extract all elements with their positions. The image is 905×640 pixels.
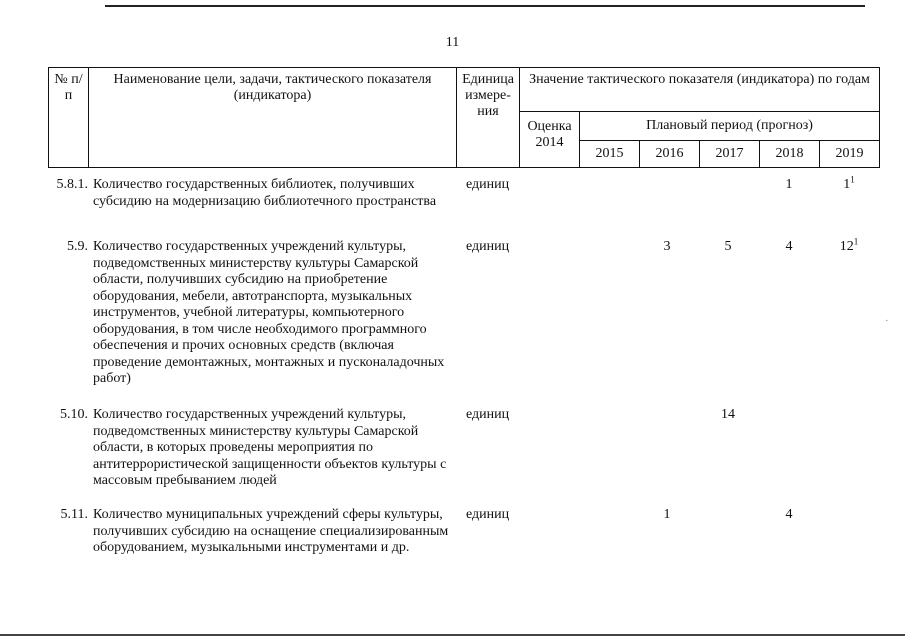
row-unit: единиц — [466, 177, 510, 192]
value-2017: 5 — [724, 239, 732, 254]
footnote-marker: 1 — [850, 174, 855, 185]
header-year-2018: 2018 — [760, 141, 820, 168]
row-indicator-name: Количество государственных библиотек, получивших субсидию на модернизацию библиотечного пространства — [93, 177, 437, 209]
header-year-2019: 2019 — [820, 141, 880, 168]
value-2018: 4 — [785, 507, 793, 522]
bottom-border-line — [0, 634, 905, 636]
value-2019: $12^1$ — [839, 236, 859, 254]
header-col-num: № п/п — [49, 68, 89, 168]
header-col-unit: Единица измере-ния — [457, 68, 520, 168]
scan-speck: · — [885, 315, 889, 327]
header-col-plan: Плановый период (прогноз) — [580, 112, 880, 141]
row-number: 5.8.1. — [56, 177, 88, 192]
value-2018: 4 — [785, 239, 793, 254]
page-number: 11 — [445, 35, 460, 50]
header-col-estimate: Оценка 2014 — [520, 112, 580, 168]
row-indicator-name: Количество государственных учреждений культуры, подведомственных министерству культуры Самарской области, получивших субсидию на приобретение оборудования, мебели, автотранспорта, музыкальных инструментов, учебной литературы, компьютерного оборудования, в том числе необходимого программного обеспечения и прочих основных средств (включая проведение демонтажных, монтажных и пусконаладочных работ) — [93, 239, 445, 386]
footnote-marker: 1 — [853, 236, 859, 247]
row-indicator-name: Количество государственных учреждений культуры, подведомственных министерству культуры Самарской области, в которых проведены мероприятия по антитеррористической защищенности объектов культуры с массовым пребыванием людей — [93, 407, 447, 488]
top-border-line — [105, 5, 865, 7]
row-unit: единиц — [466, 407, 510, 422]
row-unit: единиц — [466, 239, 510, 254]
row-indicator-name: Количество муниципальных учреждений сферы культуры, получивших субсидию на оснащение специализированным оборудованием, музыкальными инструментами и др. — [93, 507, 449, 555]
table-header — [48, 67, 880, 168]
header-year-2017: 2017 — [700, 141, 760, 168]
row-number: 5.10. — [60, 407, 88, 422]
header-col-values: Значение тактического показателя (индикатора) по годам — [520, 68, 880, 112]
header-year-2015: 2015 — [580, 141, 640, 168]
value-2019: $1^1$ — [843, 174, 855, 192]
row-unit: единиц — [466, 507, 510, 522]
value-2017: 14 — [721, 407, 735, 422]
header-col-name: Наименование цели, задачи, тактического показателя (индикатора) — [89, 68, 457, 168]
value-2018: 1 — [785, 177, 793, 192]
row-number: 5.9. — [67, 239, 88, 254]
row-number: 5.11. — [60, 507, 88, 522]
value-2016: 3 — [663, 239, 671, 254]
header-year-2016: 2016 — [640, 141, 700, 168]
value-2016: 1 — [663, 507, 671, 522]
